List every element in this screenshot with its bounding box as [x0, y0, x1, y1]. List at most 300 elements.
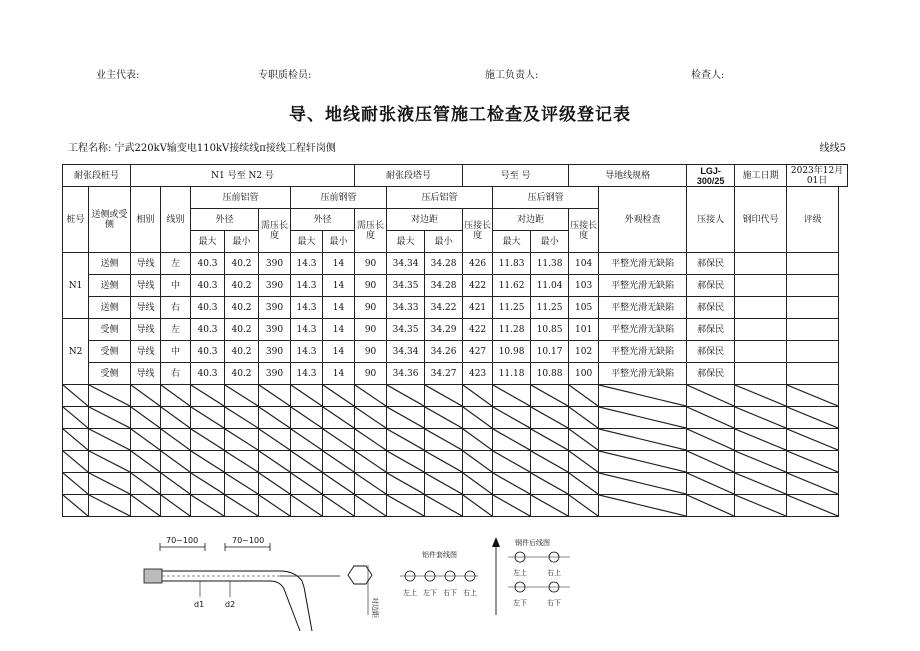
- hatch-line: [735, 451, 786, 472]
- spec-label: 导地线规格: [569, 165, 687, 187]
- front-al-max-cell: 40.3: [191, 297, 225, 319]
- crimper-cell: 郝保民: [687, 297, 735, 319]
- inspection-table: [62, 164, 848, 517]
- back-al-min-cell: 34.28: [425, 253, 463, 275]
- tower-value: 号至 号: [463, 165, 569, 187]
- hatch-line: [599, 385, 686, 406]
- hatch-line: [735, 385, 786, 406]
- empty-cell: [63, 407, 89, 429]
- empty-row: [63, 385, 848, 407]
- owner-signature-label: 业主代表:: [96, 70, 140, 81]
- empty-cell: [225, 495, 259, 517]
- empty-cell: [323, 407, 355, 429]
- empty-cell: [569, 473, 599, 495]
- empty-cell: [569, 451, 599, 473]
- pile-cell: N2: [63, 319, 89, 385]
- empty-cell: [599, 407, 687, 429]
- hatch-line: [355, 473, 386, 494]
- empty-cell: [463, 451, 493, 473]
- front-steel-min-cell: 14: [323, 297, 355, 319]
- hatch-line: [787, 429, 838, 450]
- stamp-cell: [735, 319, 787, 341]
- front-al-min-cell: 40.2: [225, 319, 259, 341]
- empty-cell: [735, 451, 787, 473]
- back-al-max-cell: 34.36: [387, 363, 425, 385]
- data-body: [63, 253, 848, 517]
- hatch-line: [735, 473, 786, 494]
- outer1-header: 外径: [191, 209, 259, 231]
- empty-cell: [161, 407, 191, 429]
- front-steel-max-cell: 14.3: [291, 319, 323, 341]
- hatch-line: [63, 451, 88, 472]
- empty-cell: [191, 451, 225, 473]
- hatch-line: [89, 407, 130, 428]
- empty-cell: [63, 385, 89, 407]
- hatch-line: [787, 407, 838, 428]
- front-steel-max-cell: 14.3: [291, 297, 323, 319]
- empty-cell: [291, 385, 323, 407]
- empty-cell: [687, 385, 735, 407]
- front-al-len-cell: 390: [259, 297, 291, 319]
- back-al-min-cell: 34.28: [425, 275, 463, 297]
- back-al-len-cell: 421: [463, 297, 493, 319]
- empty-cell: [291, 473, 323, 495]
- back-steel-len-cell: 105: [569, 297, 599, 319]
- hatch-line: [191, 451, 224, 472]
- empty-cell: [323, 429, 355, 451]
- hatch-line: [131, 451, 160, 472]
- empty-row: [63, 495, 848, 517]
- empty-cell: [323, 495, 355, 517]
- hatch-line: [131, 495, 160, 516]
- hatch-line: [225, 473, 258, 494]
- hatch-line: [225, 429, 258, 450]
- front-al-max-cell: 40.3: [191, 253, 225, 275]
- hatch-line: [259, 407, 290, 428]
- need-len2-header: 需压长度: [355, 209, 387, 253]
- back-al-max-cell: 34.35: [387, 319, 425, 341]
- hatch-line: [191, 429, 224, 450]
- side-cell: 受侧: [89, 319, 131, 341]
- hatch-line: [259, 451, 290, 472]
- back-steel-min-cell: 10.85: [531, 319, 569, 341]
- back-steel-min-cell: 11.38: [531, 253, 569, 275]
- date-label: 施工日期: [735, 165, 787, 187]
- hatch-line: [323, 385, 354, 406]
- empty-cell: [425, 385, 463, 407]
- hatch-line: [131, 385, 160, 406]
- steel-title: 钢件后线图: [515, 539, 550, 547]
- empty-cell: [225, 429, 259, 451]
- hatch-line: [323, 495, 354, 516]
- hatch-line: [387, 473, 424, 494]
- hatch-line: [387, 429, 424, 450]
- stamp-cell: [735, 275, 787, 297]
- arrow-up-icon: [492, 537, 500, 547]
- hatch-line: [291, 429, 322, 450]
- front-al-len-cell: 390: [259, 253, 291, 275]
- empty-cell: [355, 451, 387, 473]
- empty-cell: [599, 495, 687, 517]
- wire-cell: 中: [161, 275, 191, 297]
- hatch-line: [131, 407, 160, 428]
- empty-cell: [225, 451, 259, 473]
- empty-cell: [355, 429, 387, 451]
- hatch-line: [191, 473, 224, 494]
- hatch-line: [259, 473, 290, 494]
- hatch-line: [63, 429, 88, 450]
- appearance-cell: 平整光滑无缺陷: [599, 341, 687, 363]
- hatch-line: [161, 429, 190, 450]
- hatch-line: [161, 495, 190, 516]
- steel-label-3: 左下: [513, 599, 527, 607]
- rating-cell: [787, 253, 839, 275]
- empty-cell: [425, 429, 463, 451]
- empty-cell: [259, 429, 291, 451]
- hatch-line: [425, 451, 462, 472]
- side-cell: 受侧: [89, 341, 131, 363]
- hatch-line: [425, 473, 462, 494]
- empty-cell: [259, 473, 291, 495]
- phase-cell: 导线: [131, 297, 161, 319]
- hatch-line: [63, 385, 88, 406]
- empty-cell: [599, 451, 687, 473]
- hatch-line: [463, 429, 492, 450]
- wire-header: 线别: [161, 187, 191, 253]
- phase-cell: 导线: [131, 275, 161, 297]
- header-row-1: [63, 165, 848, 187]
- min-header: 最小: [425, 231, 463, 253]
- phase-cell: 导线: [131, 341, 161, 363]
- front-steel-min-cell: 14: [323, 253, 355, 275]
- hatch-line: [225, 385, 258, 406]
- appearance-cell: 平整光滑无缺陷: [599, 297, 687, 319]
- crimper-cell: 郝保民: [687, 275, 735, 297]
- back-steel-len-cell: 100: [569, 363, 599, 385]
- empty-cell: [493, 407, 531, 429]
- empty-cell: [259, 495, 291, 517]
- empty-cell: [323, 473, 355, 495]
- hatch-line: [687, 407, 734, 428]
- empty-cell: [735, 473, 787, 495]
- hatch-line: [387, 385, 424, 406]
- dim-label-2: 70~100: [232, 536, 265, 545]
- segment-value: N1 号至 N2 号: [131, 165, 355, 187]
- empty-cell: [387, 385, 425, 407]
- hatch-line: [355, 385, 386, 406]
- inspector-signature-label: 检查人:: [691, 70, 725, 81]
- hatch-line: [355, 407, 386, 428]
- hatch-line: [493, 429, 530, 450]
- spec-value: LGJ-300/25: [687, 165, 735, 187]
- steel-label-4: 右下: [547, 599, 561, 607]
- empty-cell: [787, 429, 839, 451]
- hatch-line: [225, 495, 258, 516]
- front-steel-min-cell: 14: [323, 363, 355, 385]
- empty-cell: [493, 495, 531, 517]
- quality-signature-label: 专职质检员:: [258, 70, 312, 81]
- pile-cell: N1: [63, 253, 89, 319]
- empty-cell: [687, 429, 735, 451]
- front-steel-len-cell: 90: [355, 297, 387, 319]
- hatch-line: [735, 407, 786, 428]
- wire-cell: 左: [161, 319, 191, 341]
- empty-cell: [89, 407, 131, 429]
- table-row: [63, 297, 848, 319]
- al-title: 铝件套线图: [422, 551, 457, 559]
- crimp-len1-header: 压接长度: [463, 209, 493, 253]
- empty-cell: [387, 407, 425, 429]
- hatch-line: [191, 495, 224, 516]
- front-al-max-cell: 40.3: [191, 363, 225, 385]
- hatch-line: [787, 495, 838, 516]
- front-steel-max-cell: 14.3: [291, 363, 323, 385]
- hatch-line: [425, 385, 462, 406]
- front-steel-max-cell: 14.3: [291, 253, 323, 275]
- empty-cell: [463, 473, 493, 495]
- empty-cell: [735, 495, 787, 517]
- hatch-line: [493, 473, 530, 494]
- back-steel-min-cell: 11.04: [531, 275, 569, 297]
- empty-cell: [387, 451, 425, 473]
- empty-cell: [259, 385, 291, 407]
- rating-cell: [787, 363, 839, 385]
- hatch-line: [89, 451, 130, 472]
- hatch-line: [463, 385, 492, 406]
- d2-label: d2: [225, 600, 236, 609]
- empty-cell: [787, 451, 839, 473]
- back-al-min-cell: 34.26: [425, 341, 463, 363]
- empty-cell: [191, 407, 225, 429]
- front-al-max-cell: 40.3: [191, 319, 225, 341]
- empty-cell: [323, 451, 355, 473]
- front-steel-len-cell: 90: [355, 341, 387, 363]
- front-al-max-cell: 40.3: [191, 341, 225, 363]
- hatch-line: [161, 407, 190, 428]
- back-steel-header: 压后钢管: [493, 187, 599, 209]
- front-steel-max-cell: 14.3: [291, 275, 323, 297]
- empty-cell: [355, 473, 387, 495]
- empty-cell: [191, 495, 225, 517]
- empty-cell: [531, 429, 569, 451]
- hatch-line: [323, 473, 354, 494]
- empty-cell: [787, 385, 839, 407]
- hatch-line: [161, 385, 190, 406]
- appearance-cell: 平整光滑无缺陷: [599, 319, 687, 341]
- hatch-line: [291, 407, 322, 428]
- back-steel-max-cell: 11.18: [493, 363, 531, 385]
- empty-cell: [599, 385, 687, 407]
- hatch-line: [599, 407, 686, 428]
- hatch-line: [787, 473, 838, 494]
- segment-label: 耐张段桩号: [63, 165, 131, 187]
- hatch-line: [191, 385, 224, 406]
- front-al-min-cell: 40.2: [225, 253, 259, 275]
- wire-cell: 左: [161, 253, 191, 275]
- back-steel-min-cell: 10.17: [531, 341, 569, 363]
- max-header: 最大: [493, 231, 531, 253]
- table-row: [63, 319, 848, 341]
- al-label-1: 左上: [403, 589, 417, 597]
- hatch-line: [63, 495, 88, 516]
- hatch-line: [531, 473, 568, 494]
- empty-cell: [493, 473, 531, 495]
- hatch-line: [569, 451, 598, 472]
- hatch-line: [569, 473, 598, 494]
- hatch-line: [493, 495, 530, 516]
- front-al-len-cell: 390: [259, 363, 291, 385]
- empty-cell: [387, 473, 425, 495]
- empty-cell: [493, 451, 531, 473]
- back-al-min-cell: 34.27: [425, 363, 463, 385]
- back-al-min-cell: 34.22: [425, 297, 463, 319]
- front-steel-min-cell: 14: [323, 275, 355, 297]
- empty-cell: [323, 385, 355, 407]
- hatch-line: [63, 407, 88, 428]
- front-al-len-cell: 390: [259, 319, 291, 341]
- back-al-max-cell: 34.34: [387, 341, 425, 363]
- empty-cell: [131, 407, 161, 429]
- empty-cell: [687, 451, 735, 473]
- empty-cell: [191, 429, 225, 451]
- front-al-min-cell: 40.2: [225, 297, 259, 319]
- stamp-header: 钢印代号: [735, 187, 787, 253]
- empty-cell: [531, 495, 569, 517]
- back-al-header: 压后铝管: [387, 187, 493, 209]
- empty-cell: [131, 451, 161, 473]
- empty-cell: [531, 451, 569, 473]
- rating-cell: [787, 319, 839, 341]
- empty-cell: [355, 495, 387, 517]
- empty-cell: [463, 385, 493, 407]
- hatch-line: [463, 451, 492, 472]
- front-steel-len-cell: 90: [355, 275, 387, 297]
- hatch-line: [493, 407, 530, 428]
- rating-cell: [787, 341, 839, 363]
- stamp-cell: [735, 341, 787, 363]
- crimp-len2-header: 压接长度: [569, 209, 599, 253]
- empty-cell: [463, 407, 493, 429]
- al-label-2: 左下: [423, 589, 437, 597]
- hatch-line: [787, 385, 838, 406]
- hatch-line: [387, 451, 424, 472]
- hatch-line: [687, 385, 734, 406]
- side-cell: 送侧: [89, 275, 131, 297]
- hatch-line: [493, 451, 530, 472]
- hatch-line: [569, 385, 598, 406]
- empty-cell: [161, 451, 191, 473]
- empty-cell: [191, 385, 225, 407]
- back-al-len-cell: 422: [463, 319, 493, 341]
- empty-cell: [787, 495, 839, 517]
- empty-cell: [425, 495, 463, 517]
- back-steel-len-cell: 103: [569, 275, 599, 297]
- empty-cell: [425, 407, 463, 429]
- empty-cell: [225, 407, 259, 429]
- empty-cell: [63, 451, 89, 473]
- back-steel-max-cell: 11.28: [493, 319, 531, 341]
- empty-cell: [161, 473, 191, 495]
- hatch-line: [291, 451, 322, 472]
- front-steel-min-cell: 14: [323, 319, 355, 341]
- hatch-line: [463, 495, 492, 516]
- empty-cell: [259, 407, 291, 429]
- hatch-line: [89, 495, 130, 516]
- front-steel-len-cell: 90: [355, 319, 387, 341]
- empty-cell: [569, 429, 599, 451]
- hatch-line: [355, 429, 386, 450]
- empty-cell: [89, 429, 131, 451]
- back-steel-max-cell: 10.98: [493, 341, 531, 363]
- hatch-line: [259, 385, 290, 406]
- empty-cell: [531, 473, 569, 495]
- empty-cell: [131, 495, 161, 517]
- hatch-line: [531, 429, 568, 450]
- empty-cell: [531, 385, 569, 407]
- pile-header: 桩号: [63, 187, 89, 253]
- stamp-cell: [735, 297, 787, 319]
- empty-cell: [63, 429, 89, 451]
- hatch-line: [291, 495, 322, 516]
- max-header: 最大: [387, 231, 425, 253]
- crimper-header: 压接人: [687, 187, 735, 253]
- empty-row: [63, 407, 848, 429]
- hatch-line: [259, 495, 290, 516]
- empty-row: [63, 451, 848, 473]
- outer2-header: 外径: [291, 209, 355, 231]
- hatch-line: [425, 495, 462, 516]
- hatch-line: [569, 429, 598, 450]
- empty-cell: [569, 495, 599, 517]
- hatch-line: [89, 385, 130, 406]
- empty-cell: [191, 473, 225, 495]
- crimper-cell: 郝保民: [687, 341, 735, 363]
- min-header: 最小: [225, 231, 259, 253]
- appearance-cell: 平整光滑无缺陷: [599, 253, 687, 275]
- wire-cell: 中: [161, 341, 191, 363]
- hatch-line: [225, 451, 258, 472]
- empty-cell: [787, 407, 839, 429]
- rating-cell: [787, 275, 839, 297]
- empty-cell: [531, 407, 569, 429]
- empty-cell: [131, 473, 161, 495]
- across2-header: 对边距: [493, 209, 569, 231]
- hatch-line: [89, 473, 130, 494]
- hatch-line: [463, 407, 492, 428]
- need-len1-header: 需压长度: [259, 209, 291, 253]
- empty-cell: [291, 451, 323, 473]
- front-al-len-cell: 390: [259, 341, 291, 363]
- crimper-cell: 郝保民: [687, 319, 735, 341]
- phase-header: 相别: [131, 187, 161, 253]
- phase-cell: 导线: [131, 363, 161, 385]
- front-steel-len-cell: 90: [355, 253, 387, 275]
- hatch-line: [599, 429, 686, 450]
- empty-cell: [131, 385, 161, 407]
- construction-signature-label: 施工负责人:: [485, 70, 539, 81]
- hatch-line: [355, 495, 386, 516]
- empty-cell: [493, 385, 531, 407]
- back-steel-max-cell: 11.83: [493, 253, 531, 275]
- table-row: [63, 341, 848, 363]
- stamp-cell: [735, 253, 787, 275]
- back-al-len-cell: 422: [463, 275, 493, 297]
- hatch-line: [531, 385, 568, 406]
- hatch-line: [569, 495, 598, 516]
- date-value: 2023年12月01日: [787, 165, 848, 187]
- back-al-len-cell: 426: [463, 253, 493, 275]
- empty-cell: [259, 451, 291, 473]
